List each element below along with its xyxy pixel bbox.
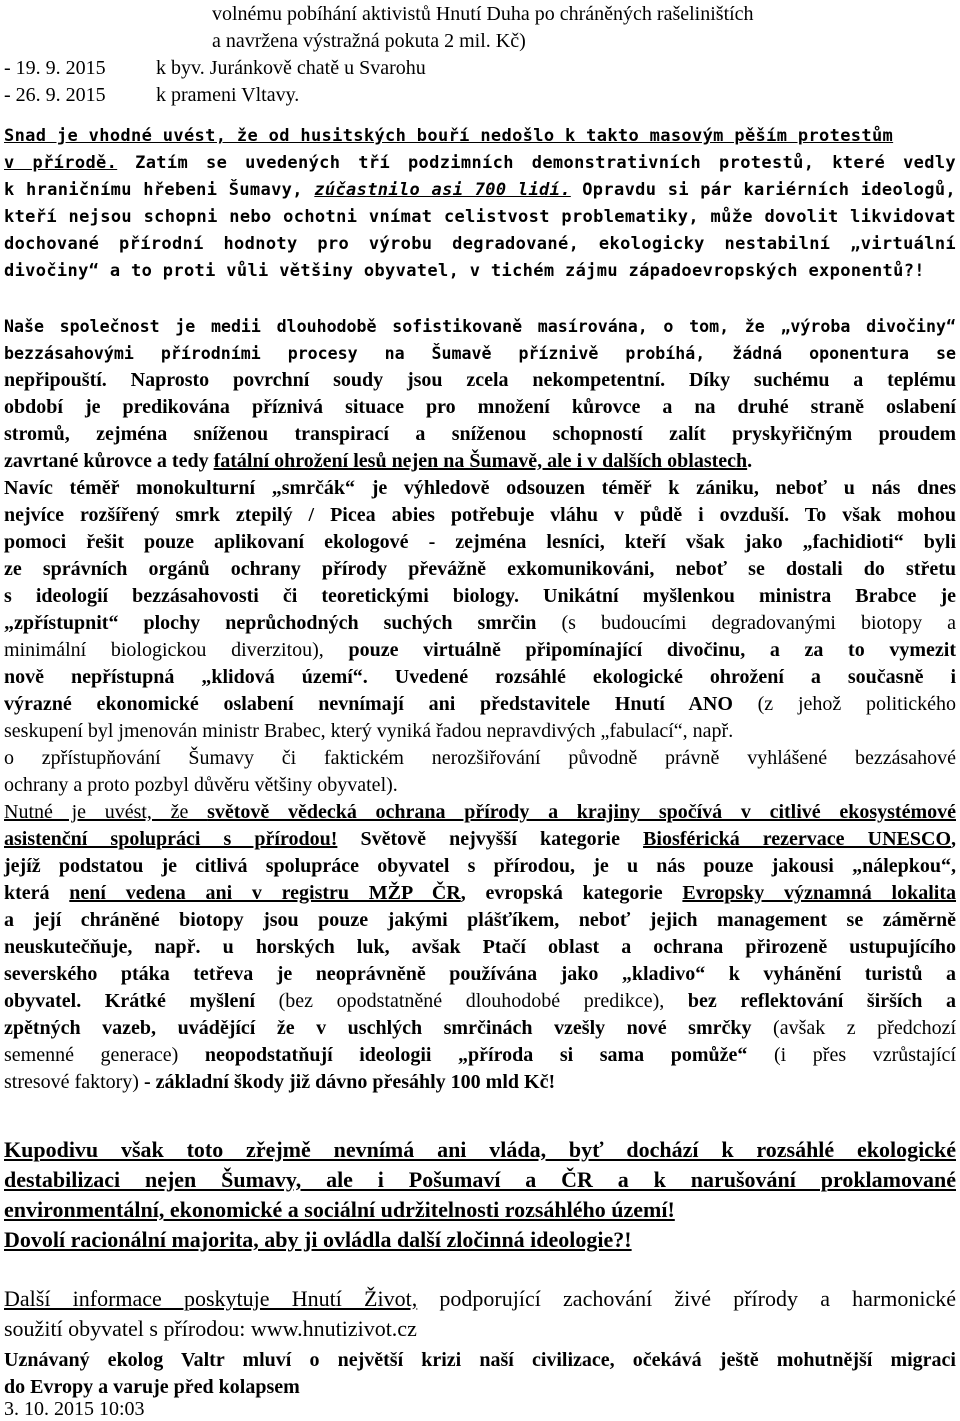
paragraph-1-line: dochované přírodní hodnoty pro výrobu degradované, ekologicky nestabilní „virtuální bbox=[4, 234, 956, 254]
paragraph-3-line: a její chráněné biotopy jsou pouze jakými plášťíkem, neboť jejich management se záměrně bbox=[4, 909, 956, 931]
text-run: (bez opodstatněné dlouhodobé predikce), bbox=[255, 990, 688, 1012]
closing-statement-line: destabilizaci nejen Šumavy, ale i Pošumaví a ČR a k narušování proklamované bbox=[4, 1167, 956, 1192]
paragraph-1-line: kteří nejsou schopni nebo ochotni vnímat celistvost problematiky, může dovolit likvidovat bbox=[4, 207, 956, 227]
paragraph-2-line: pomoci řešit pouze aplikovaní ekologové - zejména lesníci, kteří však jako „fachidioti“ byli bbox=[4, 531, 956, 553]
paragraph-1-line: divočiny“ a to proti vůli většiny obyvatel, v tichém zájmu západoevropských exponentů?! bbox=[4, 261, 925, 281]
bold-text: - základní škody již dávno přesáhly 100 mld Kč! bbox=[138, 1071, 556, 1093]
underlined-text: fatální ohrožení lesů nejen na Šumavě, ale i v dalších oblastech bbox=[213, 450, 748, 472]
text-run: podporující zachování živé přírody a harmonické bbox=[417, 1286, 956, 1311]
text-run: , evropská kategorie bbox=[460, 882, 683, 904]
event-line bbox=[4, 55, 956, 82]
bold-text: bez reflektování širších a bbox=[687, 990, 956, 1012]
underlined-text: v přírodě. bbox=[4, 153, 118, 173]
underlined-text: asistenční spolupráci s přírodou! bbox=[4, 828, 338, 850]
paragraph-2-line: seskupení byl jmenován ministr Brabec, který vyniká řadou nepravdivých „fabulací“, např. bbox=[4, 720, 734, 742]
paragraph-2-line: bezzásahovými přírodními procesy na Šumavě příznivě probíhá, žádná oponentura se bbox=[4, 344, 956, 363]
paragraph-2-line: nepřipouští. Naprosto povrchní soudy jsou zcela nekompetentní. Díky suchému a teplému bbox=[4, 369, 956, 391]
paragraph-2-line: ochrany a proto pozbyl důvěru většiny obyvatel). bbox=[4, 774, 398, 796]
closing-statement-line: Kupodivu však toto zřejmě nevnímá ani vláda, byť dochází k rozsáhlé ekologické bbox=[4, 1137, 956, 1162]
info-line: soužití obyvatel s přírodou: www.hnutizivot.cz bbox=[4, 1316, 417, 1341]
underlined-text: není vedena ani v registru MŽP ČR bbox=[69, 882, 461, 904]
text-run: (i přes vzrůstající bbox=[747, 1044, 956, 1066]
paragraph-3-line bbox=[4, 799, 956, 826]
text-run: Opravdu si pár kariérních ideologů, bbox=[570, 180, 957, 200]
event-text: k prameni Vltavy. bbox=[156, 84, 300, 106]
paragraph-1-line bbox=[4, 123, 956, 150]
event-text: k byv. Juránkově chatě u Svarohu bbox=[156, 57, 426, 79]
paragraph-3-line: neuskutečňuje, např. u horských luk, avšak Ptačí oblast a ochrana přirozeně ustupujícího bbox=[4, 936, 956, 958]
info-line bbox=[4, 1284, 956, 1314]
event-line bbox=[4, 82, 956, 109]
continuation-line: volnému pobíhání aktivistů Hnutí Duha po chráněných rašeliništích bbox=[212, 3, 754, 25]
info-link-text[interactable]: Další informace poskytuje Hnutí Život, bbox=[4, 1286, 418, 1311]
paragraph-3-line bbox=[4, 1042, 956, 1069]
closing-statement-line: environmentální, ekonomické a sociální udržitelnosti rozsáhlého území! bbox=[4, 1197, 675, 1222]
paragraph-3-line bbox=[4, 1015, 956, 1042]
paragraph-3-line bbox=[4, 1069, 956, 1096]
text-run: (avšak z předchozí bbox=[751, 1017, 957, 1039]
continuation-line: a navržena výstražná pokuta 2 mil. Kč) bbox=[212, 30, 526, 52]
paragraph-2-line: nově nepřístupná „klidová území“. Uvedené rozsáhlé ekologické ohrožení a současně i bbox=[4, 666, 956, 688]
text-run: semenné generace) bbox=[4, 1044, 205, 1066]
text-run: k hraničnímu hřebeni Šumavy, bbox=[4, 180, 315, 200]
underlined-text: Snad je vhodné uvést, že od husitských bouří nedošlo k takto masovým pěším protestům bbox=[4, 126, 894, 146]
paragraph-2-line: o zpřístupňování Šumavy či faktickém nerozšiřování původně právně vyhlášené bezzásahové bbox=[4, 747, 956, 769]
text-run: Zatím se uvedených tří podzimních demonstrativních protestů, které vedly bbox=[117, 153, 956, 173]
text-run: (s budoucími degradovanými biotopy a bbox=[536, 612, 956, 634]
bold-text: pouze virtuálně připomínající divočinu, a za to vymezit bbox=[348, 639, 956, 661]
text-run: minimální biologickou diverzitou), bbox=[4, 639, 349, 661]
paragraph-2-line bbox=[4, 610, 956, 637]
text-run: , bbox=[951, 828, 957, 850]
related-article-title[interactable]: Uznávaný ekolog Valtr mluví o největší krizi naší civilizace, očekává ještě mohutnější migraci bbox=[4, 1349, 956, 1371]
event-date: - 26. 9. 2015 bbox=[4, 84, 106, 106]
paragraph-2-line: stromů, zejména sníženou transpirací a sníženou schopností zalít pryskyřičným proudem bbox=[4, 423, 956, 445]
paragraph-3-line: jejíž podstatou je citlivá spolupráce obyvatel s přírodou, je u nás pouze jakousi „nálepkou“, bbox=[4, 855, 956, 877]
underlined-text: Evropsky významná lokalita bbox=[682, 882, 957, 904]
related-article-title[interactable]: do Evropy a varuje před kolapsem bbox=[4, 1376, 300, 1398]
paragraph-2-line bbox=[4, 691, 956, 718]
paragraph-1-line bbox=[4, 150, 956, 177]
text-run: . bbox=[747, 450, 753, 472]
bold-text: výrazné ekonomické oslabení nevnímají ani představitele Hnutí ANO bbox=[4, 693, 733, 715]
timestamp: 3. 10. 2015 10:03 bbox=[4, 1398, 145, 1420]
bold-text: obyvatel. Krátké myšlení bbox=[4, 990, 256, 1012]
text-run: Světově nejvyšší kategorie bbox=[337, 828, 644, 850]
paragraph-2-line: nejvíce rozšířený smrk ztepilý / Picea abies potřebuje vláhu v půdě i ovzduší. To však mohou bbox=[4, 504, 956, 526]
paragraph-3-line: severského ptáka tetřeva je neoprávněně používána jako „kladivo“ k vyhánění turistů a bbox=[4, 963, 956, 985]
paragraph-1-line bbox=[4, 177, 956, 204]
paragraph-2-line: ze správních orgánů ochrany přírody převážně exkomunikováni, neboť se dostali do střetu bbox=[4, 558, 956, 580]
underlined-text: zúčastnilo asi 700 lidí. bbox=[314, 180, 571, 200]
paragraph-2-line bbox=[4, 448, 956, 475]
underlined-text: Biosférická rezervace UNESCO bbox=[643, 828, 952, 850]
paragraph-2-line: Navíc téměř monokulturní „smrčák“ je výhledově odsouzen téměř k zániku, neboť u nás dnes bbox=[4, 477, 956, 499]
bold-text: neopodstatňují ideologii „příroda si sama pomůže“ bbox=[204, 1044, 748, 1066]
bold-text: zpětných vazeb, uvádějící že v uschlých smrčinách vzešly nové smrčky bbox=[4, 1017, 752, 1039]
paragraph-2-line: s ideologií bezzásahovosti či teoretickými biology. Unikátní myšlenkou ministra Brabce je bbox=[4, 585, 956, 607]
paragraph-2-line bbox=[4, 637, 956, 664]
text-run: která bbox=[4, 882, 70, 904]
paragraph-2-line: Naše společnost je medii dlouhodobě sofistikovaně masírována, o tom, že „výroba divočiny“ bbox=[4, 317, 956, 336]
text-run: (z jehož politického bbox=[732, 693, 957, 715]
paragraph-3-line bbox=[4, 988, 956, 1015]
paragraph-3-line bbox=[4, 826, 956, 853]
text-run: zavrtané kůrovce a tedy bbox=[4, 450, 214, 472]
underlined-bold-text: světově vědecká ochrana přírody a krajiny spočívá v citlivé ekosystémové bbox=[207, 801, 956, 823]
text-run: stresové faktory) bbox=[4, 1071, 139, 1093]
paragraph-2-line: období je predikována příznivá situace pro množení kůrovce a na druhé straně oslabení bbox=[4, 396, 956, 418]
underlined-text: Nutné je uvést, že bbox=[4, 801, 208, 823]
closing-question: Dovolí racionální majorita, aby ji ovládla další zločinná ideologie?! bbox=[4, 1227, 632, 1252]
bold-text: „zpřístupnit“ plochy neprůchodných suchých smrčin bbox=[4, 612, 537, 634]
event-date: - 19. 9. 2015 bbox=[4, 57, 106, 79]
paragraph-3-line bbox=[4, 880, 956, 907]
